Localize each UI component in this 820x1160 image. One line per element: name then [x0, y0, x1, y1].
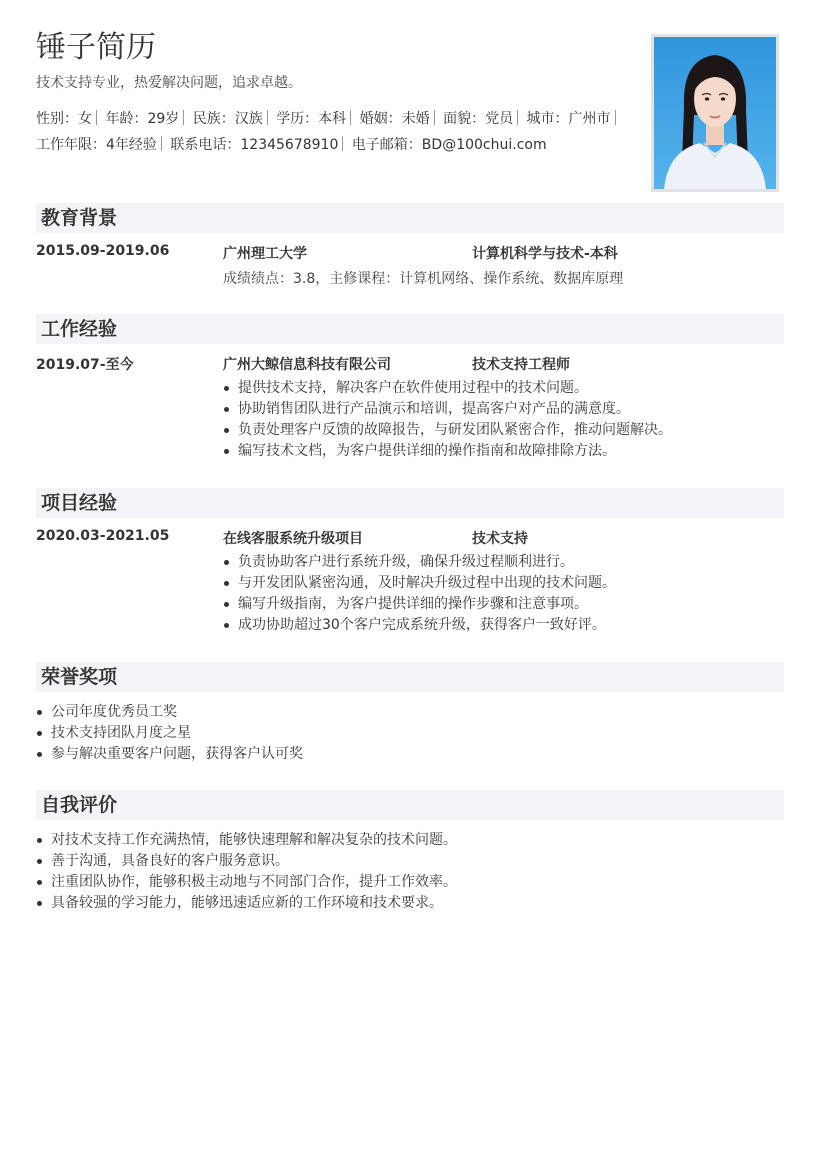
resume-header [36, 28, 626, 158]
project-bullets [223, 552, 784, 636]
info-line-2 [36, 132, 626, 158]
list-item: 负责处理客户反馈的故障报告，与研发团队紧密合作，推动问题解决。 [223, 420, 784, 441]
list-item: 编写升级指南，为客户提供详细的操作步骤和注意事项。 [223, 594, 784, 615]
info-years: 工作年限：4年经验 [36, 137, 157, 153]
list-item: 参与解决重要客户问题，获得客户认可奖 [36, 744, 784, 765]
info-line-1 [36, 106, 626, 132]
portrait-image [654, 37, 776, 189]
list-item: 编写技术文档，为客户提供详细的操作指南和故障排除方法。 [223, 441, 784, 462]
work-role: 技术支持工程师 [472, 357, 570, 373]
self-evaluation-section [36, 790, 784, 914]
resume-slogan: 技术支持专业，热爱解决问题，追求卓越。 [36, 75, 302, 91]
resume-name: 锤子简历 [36, 30, 156, 65]
project-role: 技术支持 [472, 531, 528, 547]
section-title-education: 教育背景 [36, 203, 784, 233]
section-title-self-evaluation: 自我评价 [36, 790, 784, 820]
list-item: 协助销售团队进行产品演示和培训，提高客户对产品的满意度。 [223, 399, 784, 420]
info-separator [96, 110, 97, 125]
work-bullets [223, 378, 784, 462]
info-ethnicity: 民族：汉族 [192, 111, 263, 127]
info-separator [350, 110, 351, 125]
education-entry [36, 243, 784, 265]
self-evaluation-bullets [36, 830, 784, 914]
info-separator [183, 110, 184, 125]
profile-photo [651, 34, 779, 192]
list-item: 善于沟通，具备良好的客户服务意识。 [36, 851, 784, 872]
info-age: 年龄：29岁 [105, 111, 180, 127]
info-separator [434, 110, 435, 125]
list-item: 注重团队协作，能够积极主动地与不同部门合作，提升工作效率。 [36, 872, 784, 893]
list-item: 成功协助超过30个客户完成系统升级，获得客户一致好评。 [223, 615, 784, 636]
honors-bullets [36, 702, 784, 765]
list-item: 对技术支持工作充满热情，能够快速理解和解决复杂的技术问题。 [36, 830, 784, 851]
info-separator [161, 136, 162, 151]
project-name: 在线客服系统升级项目 [223, 531, 363, 547]
work-entry [36, 354, 784, 376]
list-item: 提供技术支持，解决客户在软件使用过程中的技术问题。 [223, 378, 784, 399]
work-company: 广州大鲸信息科技有限公司 [223, 357, 391, 373]
info-education: 学历：本科 [276, 111, 347, 127]
info-political: 面貌：党员 [443, 111, 514, 127]
list-item: 负责协助客户进行系统升级，确保升级过程顺利进行。 [223, 552, 784, 573]
education-major: 计算机科学与技术-本科 [472, 246, 618, 262]
info-phone: 联系电话：12345678910 [170, 137, 339, 153]
education-description: 成绩绩点：3.8，主修课程：计算机网络、操作系统、数据库原理 [223, 271, 624, 287]
info-email: 电子邮箱：BD@100chui.com [351, 137, 547, 153]
list-item: 与开发团队紧密沟通，及时解决升级过程中出现的技术问题。 [223, 573, 784, 594]
education-school: 广州理工大学 [223, 246, 307, 262]
list-item: 技术支持团队月度之星 [36, 723, 784, 744]
info-separator [615, 110, 616, 125]
list-item: 具备较强的学习能力，能够迅速适应新的工作环境和技术要求。 [36, 893, 784, 914]
info-city: 城市：广州市 [526, 111, 611, 127]
education-section [36, 203, 784, 290]
info-separator [342, 136, 343, 151]
info-gender: 性别：女 [36, 111, 92, 127]
project-section [36, 488, 784, 636]
personal-info [36, 106, 626, 158]
honors-section [36, 662, 784, 765]
info-marital: 婚姻：未婚 [359, 111, 430, 127]
section-title-project: 项目经验 [36, 488, 784, 518]
info-separator [267, 110, 268, 125]
section-title-honors: 荣誉奖项 [36, 662, 784, 692]
section-title-work: 工作经验 [36, 314, 784, 344]
work-date: 2019.07-至今 [36, 357, 134, 373]
project-entry [36, 528, 784, 550]
education-date: 2015.09-2019.06 [36, 243, 170, 259]
work-section [36, 314, 784, 462]
project-date: 2020.03-2021.05 [36, 528, 170, 544]
info-separator [517, 110, 518, 125]
list-item: 公司年度优秀员工奖 [36, 702, 784, 723]
